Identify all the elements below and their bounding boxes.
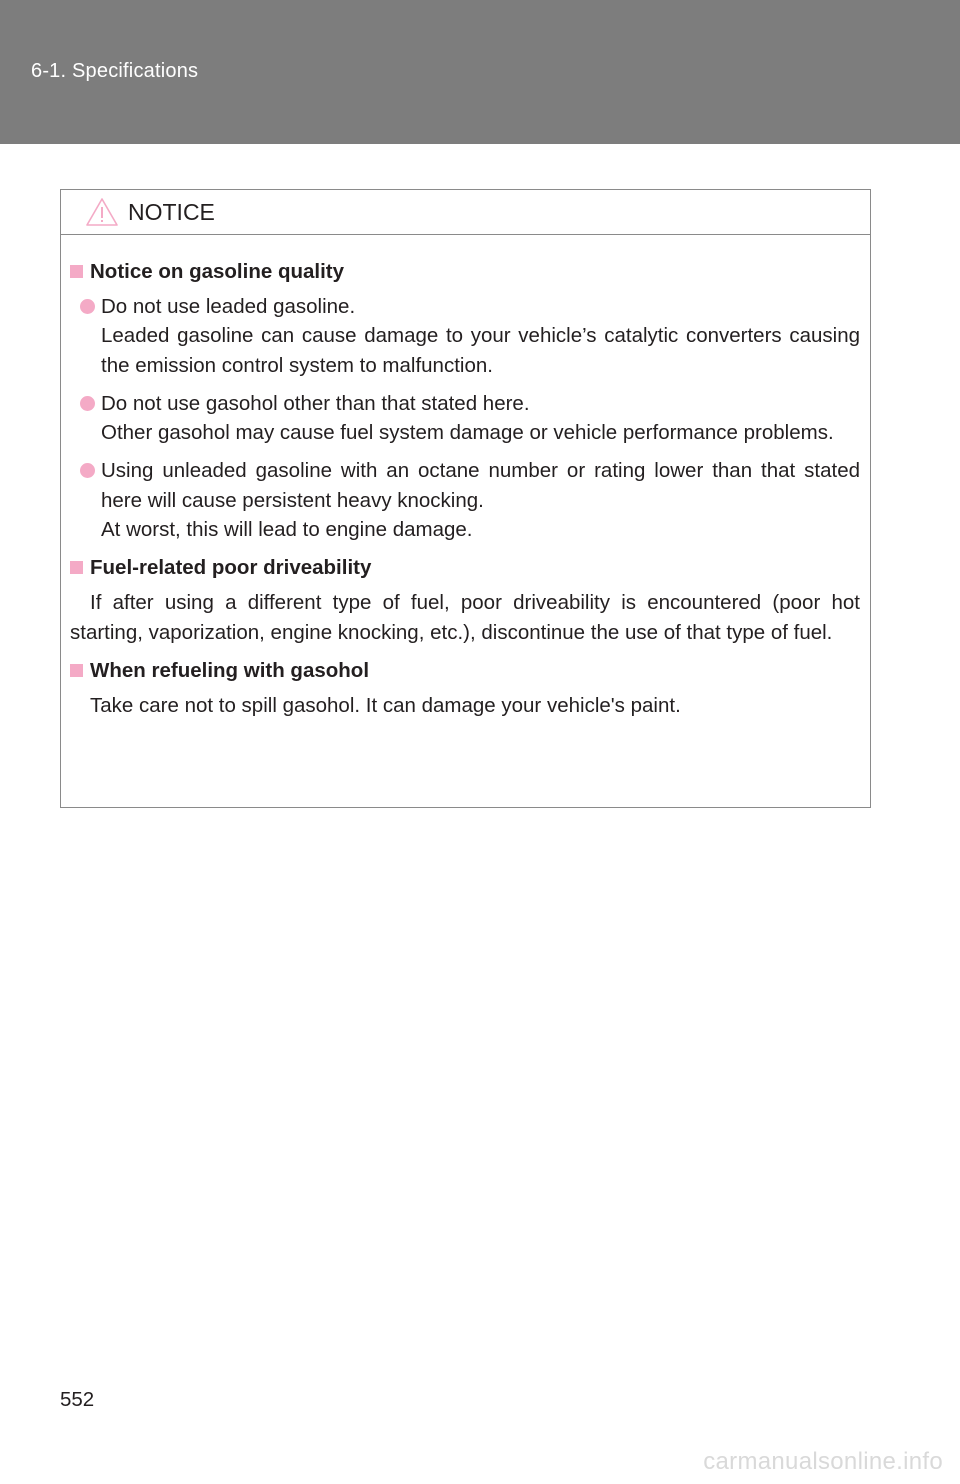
square-bullet-icon	[70, 265, 83, 278]
bullet-line: Leaded gasoline can cause damage to your vehicle’s catalytic converters causing the emission control system to malfunction.	[101, 324, 860, 377]
warning-triangle-icon	[85, 197, 119, 232]
circle-bullet-icon	[80, 396, 95, 411]
circle-bullet-icon	[80, 299, 95, 314]
section-paragraph: If after using a different type of fuel, poor driveability is encountered (poor hot starting, vaporization, engine knocking, etc.), discontinue the use of that type of fuel.	[70, 591, 860, 644]
notice-section-gasoline-quality	[70, 257, 860, 544]
section-label: 6-1. Specifications	[31, 60, 199, 82]
section-heading: Notice on gasoline quality	[70, 257, 860, 286]
notice-header	[61, 190, 870, 235]
page-header	[0, 0, 960, 144]
list-item	[80, 389, 860, 448]
page-number: 552	[60, 1388, 95, 1411]
notice-box	[60, 189, 871, 808]
square-bullet-icon	[70, 561, 83, 574]
watermark: carmanualsonline.info	[703, 1448, 943, 1475]
notice-body	[61, 235, 870, 720]
section-paragraph: Take care not to spill gasohol. It can damage your vehicle's paint.	[90, 693, 681, 717]
circle-bullet-icon	[80, 463, 95, 478]
bullet-line: At worst, this will lead to engine damage.	[101, 518, 473, 542]
square-bullet-icon	[70, 664, 83, 677]
bullet-line: Do not use gasohol other than that stated here.	[101, 391, 530, 415]
bullet-line: Using unleaded gasoline with an octane number or rating lower than that stated here will cause persistent heavy knocking.	[101, 459, 860, 512]
notice-title: NOTICE	[128, 199, 215, 225]
notice-section-poor-driveability	[70, 553, 860, 647]
notice-section-refueling-gasohol	[70, 656, 860, 720]
bullet-line: Do not use leaded gasoline.	[101, 295, 356, 318]
bullet-line: Other gasohol may cause fuel system damage or vehicle performance problems.	[101, 421, 834, 445]
list-item	[80, 456, 860, 544]
section-heading: When refueling with gasohol	[70, 656, 860, 685]
section-heading: Fuel-related poor driveability	[70, 553, 860, 582]
list-item	[80, 292, 860, 380]
